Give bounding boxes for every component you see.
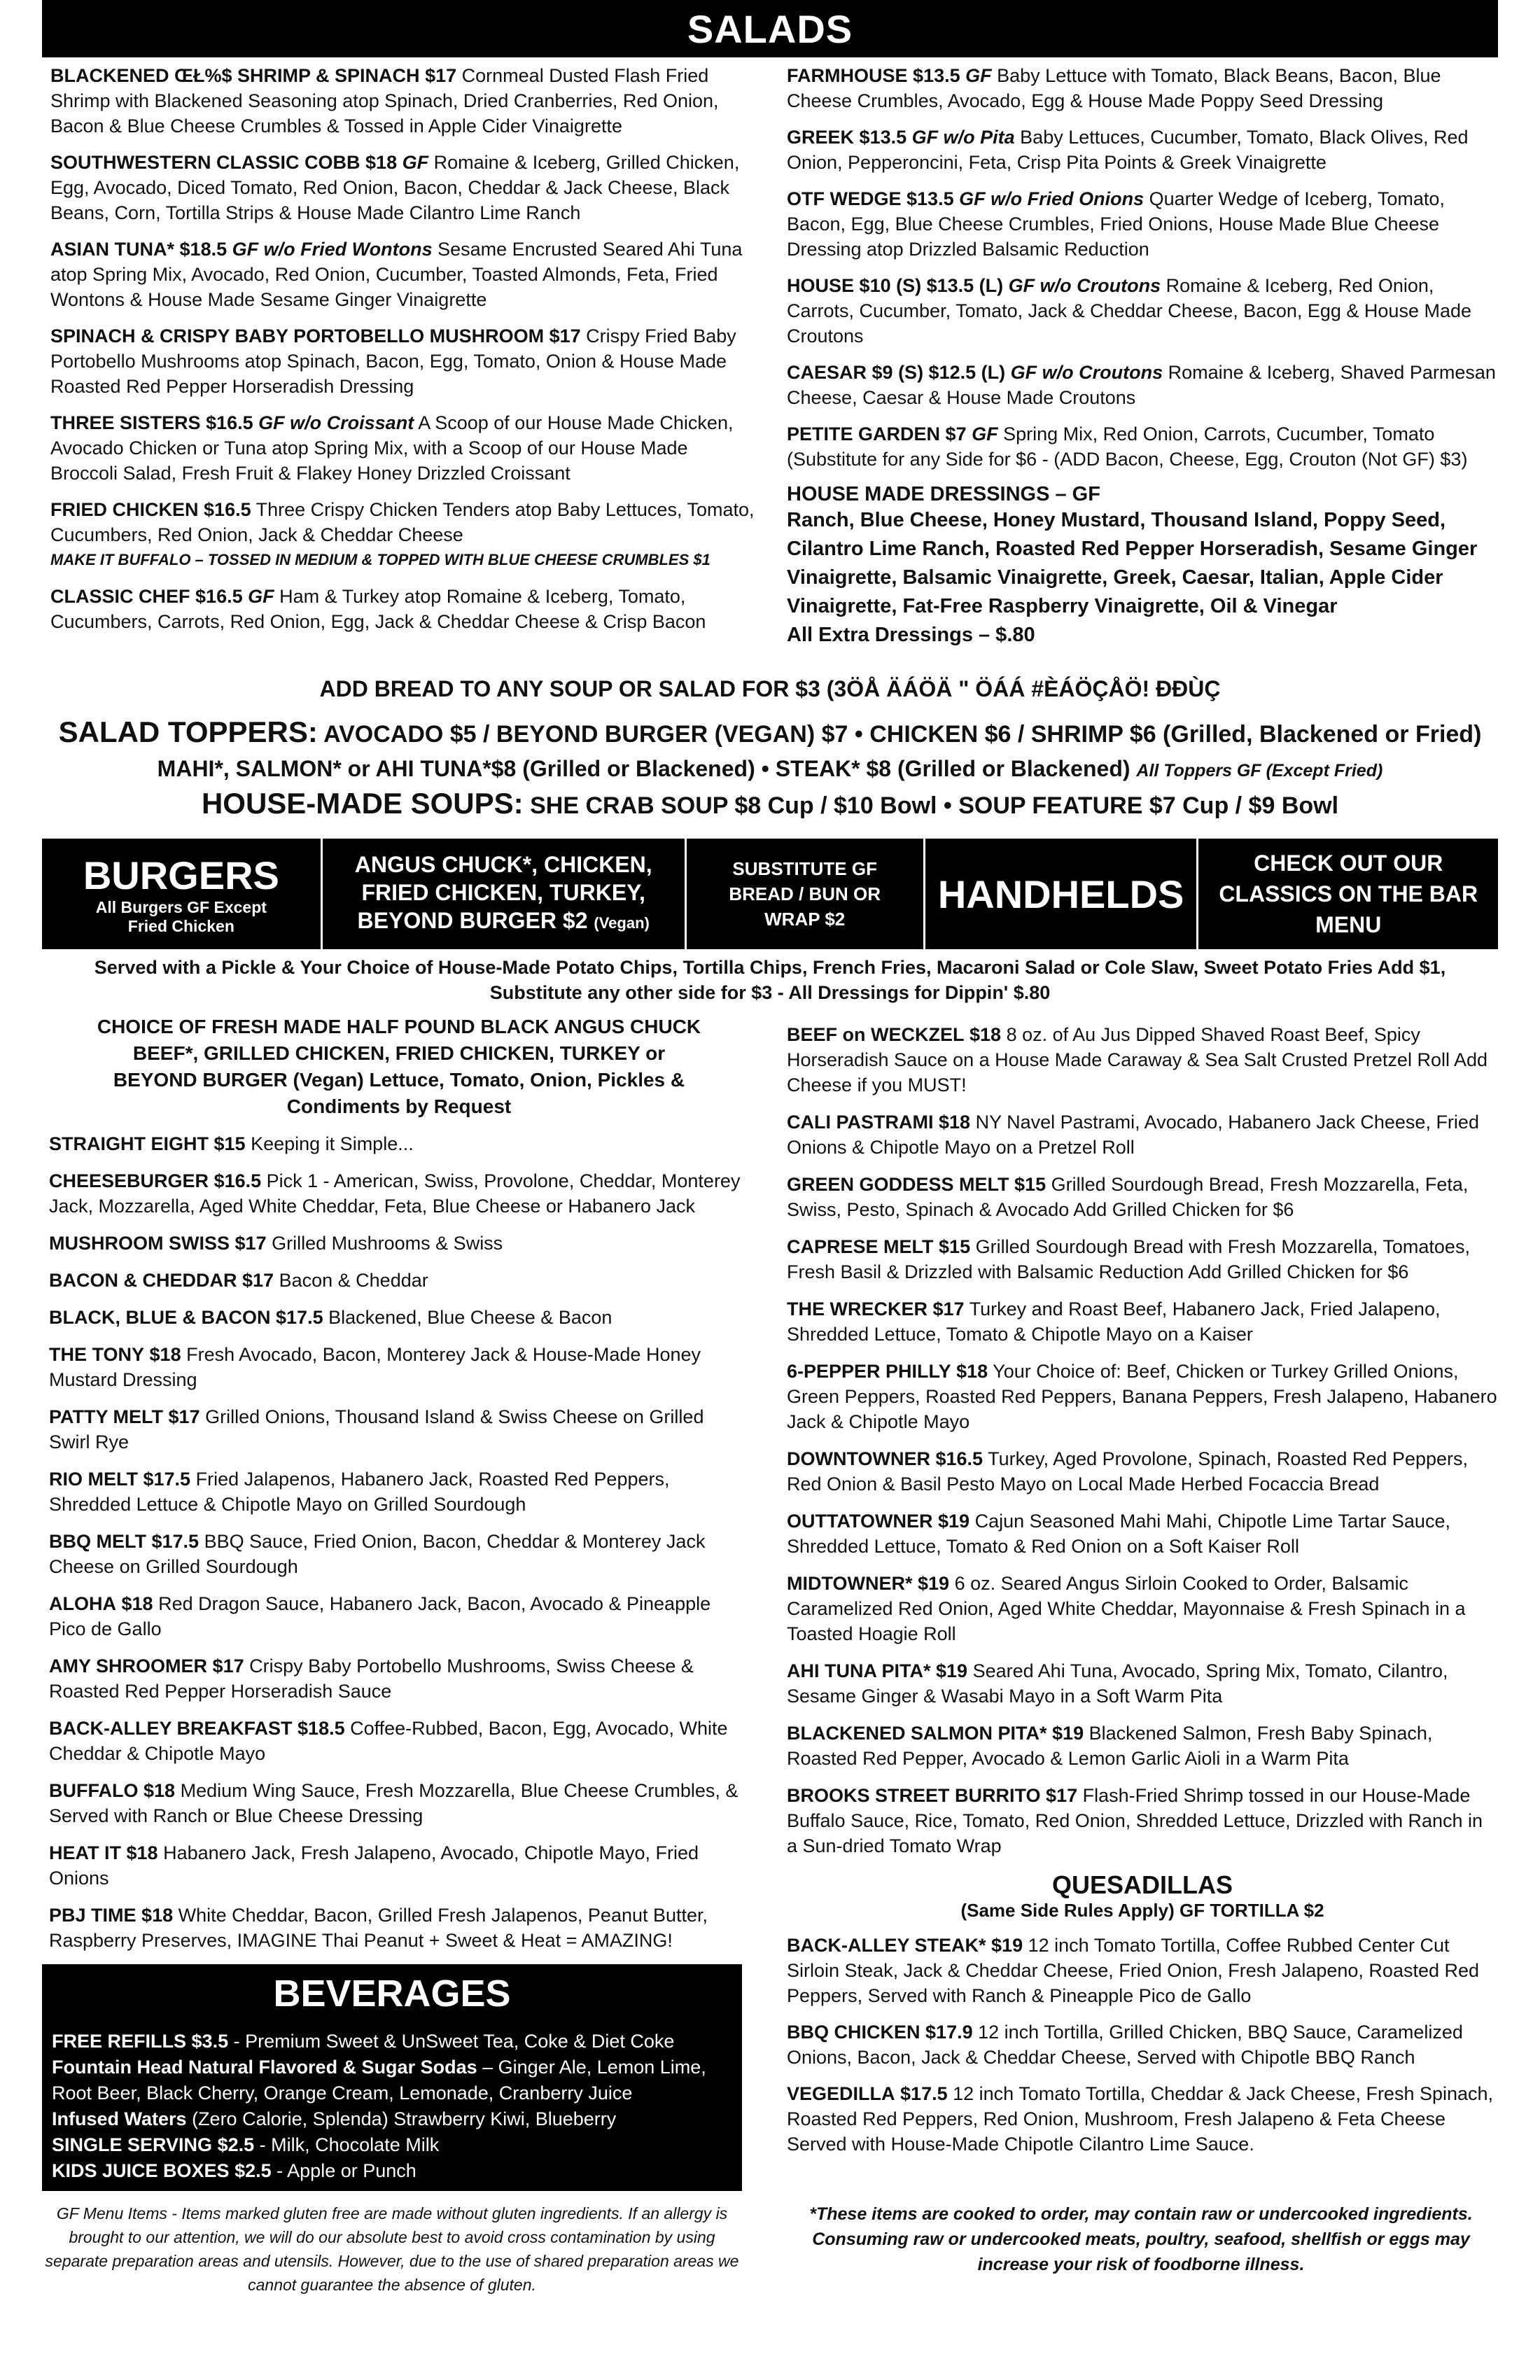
item-price: $16.5 <box>206 412 253 433</box>
beverages-list <box>42 2023 742 2191</box>
quesadillas-subtitle: (Same Side Rules Apply) GF TORTILLA $2 <box>960 1900 1324 1921</box>
item-desc: BBQ Sauce, Fried Onion, Bacon, Cheddar & Monterey Jack Cheese on Grilled Sourdough <box>49 1531 706 1577</box>
beverage-desc: - Apple or Punch <box>276 2160 416 2181</box>
item-name: BACK-ALLEY BREAKFAST <box>49 1718 293 1739</box>
item-tag: GF w/o Croutons <box>1008 275 1161 296</box>
item-name: CALI PASTRAMI <box>787 1112 934 1133</box>
item-desc: Romaine & Iceberg, Shaved Parmesan Cheese, Caesar & House Made Croutons <box>787 362 1496 408</box>
item-name: AHI TUNA PITA* <box>787 1660 931 1681</box>
classics-text: CHECK OUT OUR CLASSICS ON THE BAR MENU <box>1219 850 1478 937</box>
menu-item <box>49 1168 749 1219</box>
menu-item <box>50 323 757 399</box>
menu-item <box>787 421 1498 472</box>
item-name: BACON & CHEDDAR <box>49 1270 237 1291</box>
menu-item <box>50 237 757 312</box>
menu-item <box>787 63 1498 113</box>
item-desc: Red Dragon Sauce, Habanero Jack, Bacon, Avocado & Pineapple Pico de Gallo <box>49 1593 711 1639</box>
item-name: CAESAR <box>787 362 867 383</box>
beverage-name: FREE REFILLS <box>52 2031 187 2052</box>
burgers-subtitle: All Burgers GF Except Fried Chicken <box>95 897 267 935</box>
item-desc: 12 inch Tortilla, Grilled Chicken, BBQ Sauce, Caramelized Onions, Bacon, Jack & Cheddar Cheese, Served with Chipotle BBQ Ranch <box>787 2022 1463 2068</box>
item-price: $17 <box>1046 1785 1078 1806</box>
menu-item <box>49 1404 749 1455</box>
item-name: BLACKENED SALMON PITA* <box>787 1723 1047 1744</box>
substitute-text: SUBSTITUTE GF BREAD / BUN OR WRAP $2 <box>729 858 881 930</box>
item-desc: NY Navel Pastrami, Avocado, Habanero Jack Cheese, Fried Onions & Chipotle Mayo on a Pretzel Roll <box>787 1112 1479 1158</box>
item-desc: Quarter Wedge of Iceberg, Tomato, Bacon, Egg, Blue Cheese Crumbles, Fried Onions, House Made Blue Cheese Dressing atop Drizzled Balsamic Reduction <box>787 188 1445 260</box>
burgers-column <box>49 1014 749 1965</box>
item-desc: 8 oz. of Au Jus Dipped Shaved Roast Beef, Spicy Horseradish Sauce on a House Made Caraway & Sea Salt Crusted Pretzel Roll Add Cheese if you MUST! <box>787 1024 1488 1096</box>
item-desc: 12 inch Tomato Tortilla, Coffee Rubbed Center Cut Sirloin Steak, Jack & Cheddar Cheese, Fried Onion, Fresh Jalapeno, Roasted Red Peppers, Served with Ranch & Pineapple Pico de Gallo <box>787 1935 1480 2006</box>
item-name: ASIAN TUNA* <box>50 239 175 260</box>
beverage-name: SINGLE SERVING <box>52 2134 213 2155</box>
item-name: PATTY MELT <box>49 1406 163 1427</box>
item-desc: Baby Lettuce with Tomato, Black Beans, Bacon, Blue Cheese Crumbles, Avocado, Egg & House Made Poppy Seed Dressing <box>787 65 1441 111</box>
extra-dressings: All Extra Dressings – $.80 <box>787 624 1035 646</box>
toppers-label: SALAD TOPPERS: <box>58 715 318 748</box>
item-desc: 12 inch Tomato Tortilla, Cheddar & Jack Cheese, Fresh Spinach, Roasted Red Peppers, Red Onion, Mushroom, Fresh Jalapeno & Feta Cheese Served with House-Made Chipotle Cilantro Lime Sauce. <box>787 2083 1494 2155</box>
soups-label: HOUSE-MADE SOUPS: <box>201 787 524 820</box>
item-name: THREE SISTERS <box>50 412 201 433</box>
item-name: GREEK <box>787 127 855 148</box>
handhelds-column <box>787 1022 1498 2168</box>
soups-text: SHE CRAB SOUP $8 Cup / $10 Bowl • SOUP FEATURE $7 Cup / $9 Bowl <box>530 792 1339 819</box>
item-price: $15 <box>214 1133 246 1154</box>
angus-sub: (Vegan) <box>594 914 650 932</box>
item-price: $18 <box>939 1112 971 1133</box>
item-desc: Your Choice of: Beef, Chicken or Turkey Grilled Onions, Green Peppers, Roasted Red Peppers, Banana Peppers, Fresh Jalapeno, Habanero Jack & Chipotle Mayo <box>787 1361 1497 1432</box>
item-price: $18 <box>141 1905 174 1926</box>
item-desc: Medium Wing Sauce, Fresh Mozzarella, Blue Cheese Crumbles, & Served with Ranch or Blue Cheese Dressing <box>49 1780 738 1826</box>
menu-item <box>787 1110 1498 1160</box>
item-desc: Cornmeal Dusted Flash Fried Shrimp with Blackened Seasoning atop Spinach, Dried Cranberries, Red Onion, Bacon & Blue Cheese Crumbles & Tossed in Apple Cider Vinaigrette <box>50 65 719 136</box>
item-desc: Ham & Turkey atop Romaine & Iceberg, Tomato, Cucumbers, Carrots, Red Onion, Egg, Jack & Cheddar Cheese & Crisp Bacon <box>50 586 706 632</box>
item-price: $18 <box>149 1344 181 1365</box>
item-price: $10 (S) $13.5 (L) <box>859 275 1004 296</box>
item-price: $18.5 <box>298 1718 345 1739</box>
served-line: Served with a Pickle & Your Choice of House-Made Potato Chips, Tortilla Chips, French Fries, Macaroni Salad or Cole Slaw, Sweet Potato Fries Add $1, Substitute any other side for $3 - All Dressings for Dippin' $.80 <box>94 957 1446 1003</box>
menu-item <box>49 1778 749 1828</box>
item-price: $18 <box>365 152 398 173</box>
item-tag: GF <box>965 65 992 86</box>
item-desc: Bacon & Cheddar <box>279 1270 428 1291</box>
item-desc: Grilled Onions, Thousand Island & Swiss Cheese on Grilled Swirl Rye <box>49 1406 704 1452</box>
menu-item <box>49 1305 749 1330</box>
menu-item <box>49 1653 749 1704</box>
beverage-name: Fountain Head Natural Flavored & Sugar Sodas <box>52 2057 477 2078</box>
item-desc: Baby Lettuces, Cucumber, Tomato, Black Olives, Red Onion, Pepperoncini, Feta, Crisp Pita Points & Greek Vinaigrette <box>787 127 1469 173</box>
item-name: PBJ TIME <box>49 1905 136 1926</box>
burgers-handhelds-band <box>42 839 1498 949</box>
item-name: BBQ MELT <box>49 1531 146 1552</box>
item-desc: Fresh Avocado, Bacon, Monterey Jack & House-Made Honey Mustard Dressing <box>49 1344 701 1390</box>
item-name: BLACKENED ŒŁ%$ SHRIMP & SPINACH <box>50 65 420 86</box>
item-price: $19 <box>1052 1723 1084 1744</box>
item-desc: Cajun Seasoned Mahi Mahi, Chipotle Lime Tartar Sauce, Shredded Lettuce, Tomato & Red Onion on a Soft Kaiser Roll <box>787 1511 1450 1557</box>
item-tag: GF w/o Pita <box>911 127 1015 148</box>
menu-item <box>49 1903 749 1953</box>
item-desc: Romaine & Iceberg, Grilled Chicken, Egg, Avocado, Diced Tomato, Red Onion, Bacon, Cheddar & Jack Cheese, Black Beans, Corn, Tortilla Strips & House Made Cilantro Lime Ranch <box>50 152 740 223</box>
item-desc: Seared Ahi Tuna, Avocado, Spring Mix, Tomato, Cilantro, Sesame Ginger & Wasabi Mayo in a Soft Warm Pita <box>787 1660 1448 1707</box>
menu-item <box>49 1131 749 1156</box>
item-price: $16.5 <box>195 586 243 607</box>
dressings-title: HOUSE MADE DRESSINGS – GF <box>787 483 1100 505</box>
item-price: $18 <box>956 1361 988 1382</box>
item-price: $17 <box>932 1298 965 1320</box>
item-name: MIDTOWNER* <box>787 1573 913 1594</box>
bread-line: ADD BREAD TO ANY SOUP OR SALAD FOR $3 (3ÖÅ ÄÁÖÄ " ÖÁÁ #ÈÁÖÇÅÖ! ÐÐÙÇ <box>319 676 1221 701</box>
menu-item <box>787 186 1498 262</box>
menu-item <box>49 1466 749 1517</box>
beverage-item <box>52 2158 732 2184</box>
menu-item <box>50 584 757 634</box>
toppers-note: All Toppers GF (Except Fried) <box>1136 761 1383 780</box>
item-price: $19 <box>938 1511 970 1532</box>
item-price: $17 <box>212 1656 244 1676</box>
menu-item <box>787 1658 1498 1709</box>
beverage-price: $3.5 <box>191 2031 229 2052</box>
menu-item <box>50 150 757 225</box>
angus-header <box>323 839 687 949</box>
item-price: $17.9 <box>925 2022 973 2043</box>
item-desc: Turkey, Aged Provolone, Spinach, Roasted Red Peppers, Red Onion & Basil Pesto Mayo on Local Made Herbed Focaccia Bread <box>787 1448 1468 1494</box>
item-name: THE WRECKER <box>787 1298 927 1320</box>
menu-item <box>787 1234 1498 1284</box>
item-name: BACK-ALLEY STEAK* <box>787 1935 986 1956</box>
item-price: $13.5 <box>906 188 954 209</box>
menu-item <box>49 1840 749 1891</box>
item-price: $18 <box>126 1842 158 1863</box>
salads-title: SALADS <box>42 0 1498 57</box>
item-name: GREEN GODDESS MELT <box>787 1174 1009 1195</box>
beverage-desc: – Ginger Ale, Lemon Lime, Root Beer, Black Cherry, Orange Cream, Lemonade, Cranberry Juice <box>52 2057 706 2104</box>
menu-item <box>787 1721 1498 1771</box>
item-desc: 6 oz. Seared Angus Sirloin Cooked to Order, Balsamic Caramelized Red Onion, Aged White Cheddar, Mayonnaise & Fresh Spinach in a Toasted Hoagie Roll <box>787 1573 1466 1644</box>
item-price: $9 (S) $12.5 (L) <box>872 362 1006 383</box>
salads-left-column <box>50 63 757 645</box>
item-name: SPINACH & CRISPY BABY PORTOBELLO MUSHROOM <box>50 326 545 346</box>
item-name: STRAIGHT EIGHT <box>49 1133 209 1154</box>
item-price: $17.5 <box>151 1531 200 1552</box>
menu-item <box>49 1591 749 1642</box>
beverages-title: BEVERAGES <box>42 1964 742 2023</box>
burgers-title: BURGERS <box>83 853 279 897</box>
item-name: HEAT IT <box>49 1842 121 1863</box>
item-tag: GF w/o Fried Onions <box>959 188 1144 209</box>
beverage-item <box>52 2132 732 2158</box>
item-price: $17.5 <box>143 1469 191 1490</box>
soups-line <box>42 787 1498 820</box>
item-name: CLASSIC CHEF <box>50 586 190 607</box>
item-desc: Turkey and Roast Beef, Habanero Jack, Fried Jalapeno, Shredded Lettuce, Tomato & Chipotle Mayo on a Kaiser <box>787 1298 1441 1345</box>
beverage-price: $2.5 <box>217 2134 255 2155</box>
item-price: $18 <box>969 1024 1002 1045</box>
item-desc: Blackened, Blue Cheese & Bacon <box>328 1307 612 1328</box>
item-name: PETITE GARDEN <box>787 424 941 444</box>
menu-item <box>49 1716 749 1766</box>
handhelds-header <box>925 839 1199 949</box>
item-price: $16.5 <box>214 1170 262 1191</box>
item-name: BEEF on WECKZEL <box>787 1024 965 1045</box>
item-desc: Blackened Salmon, Fresh Baby Spinach, Roasted Red Pepper, Avocado & Lemon Garlic Aioli in a Warm Pita <box>787 1723 1433 1769</box>
gf-note: GF Menu Items - Items marked gluten free are made without gluten ingredients. If an allergy is brought to our attention, we will do our absolute best to avoid cross contamination by using separate preparation areas and utensils. However, due to the use of shared preparation areas we cannot guarantee the absence of gluten. <box>45 2204 739 2294</box>
item-desc: Fried Jalapenos, Habanero Jack, Roasted Red Peppers, Shredded Lettuce & Chipotle Mayo on Grilled Sourdough <box>49 1469 670 1515</box>
menu-item <box>787 1783 1498 1858</box>
item-price: $17.5 <box>900 2083 948 2104</box>
item-name: DOWNTOWNER <box>787 1448 930 1469</box>
item-desc: Grilled Sourdough Bread with Fresh Mozzarella, Tomatoes, Fresh Basil & Drizzled with Balsamic Reduction Add Grilled Chicken for $6 <box>787 1236 1470 1282</box>
menu-item <box>787 2019 1498 2070</box>
beverage-name: Infused Waters <box>52 2108 187 2129</box>
item-desc: White Cheddar, Bacon, Grilled Fresh Jalapenos, Peanut Butter, Raspberry Preserves, IMAGINE Thai Peanut + Sweet & Heat = AMAZING! <box>49 1905 708 1951</box>
item-name: BROOKS STREET BURRITO <box>787 1785 1041 1806</box>
toppers-line2: MAHI*, SALMON* or AHI TUNA*$8 (Grilled or Blackened) • STEAK* $8 (Grilled or Blackened) <box>157 756 1130 781</box>
item-name: CHEESEBURGER <box>49 1170 209 1191</box>
beverage-desc: - Milk, Chocolate Milk <box>259 2134 440 2155</box>
item-price: $19 <box>991 1935 1023 1956</box>
item-tag: GF w/o Croutons <box>1010 362 1163 383</box>
warning-note: *These items are cooked to order, may contain raw or undercooked ingredients. Consuming raw or undercooked meats, poultry, seafood, shellfish or eggs may increase your risk of foodborne illness. <box>809 2204 1473 2274</box>
item-price: $13.5 <box>859 127 907 148</box>
item-desc: Grilled Mushrooms & Swiss <box>272 1233 503 1254</box>
item-name: BUFFALO <box>49 1780 139 1801</box>
item-name: THE TONY <box>49 1344 145 1365</box>
beverage-item <box>52 2029 732 2054</box>
menu-item <box>49 1231 749 1256</box>
item-name: OUTTATOWNER <box>787 1511 933 1532</box>
item-price: $7 <box>945 424 967 444</box>
item-tag: GF w/o Fried Wontons <box>232 239 433 260</box>
item-price: $19 <box>936 1660 968 1681</box>
burgers-header <box>42 839 323 949</box>
item-name: SOUTHWESTERN CLASSIC COBB <box>50 152 360 173</box>
item-desc: Flash-Fried Shrimp tossed in our House-Made Buffalo Sauce, Rice, Tomato, Red Onion, Shredded Lettuce, Drizzled with Ranch in a Sun-dried Tomato Wrap <box>787 1785 1483 1856</box>
dressings-list: Ranch, Blue Cheese, Honey Mustard, Thousand Island, Poppy Seed, Cilantro Lime Ranch, Roasted Red Pepper Horseradish, Sesame Ginger Vinaigrette, Balsamic Vinaigrette, Greek, Caesar, Italian, Apple Cider Vinaigrette, Fat-Free Raspberry Vinaigrette, Oil & Vinegar <box>787 509 1478 617</box>
item-price: $15 <box>939 1236 971 1257</box>
item-desc: Spring Mix, Red Onion, Carrots, Cucumber, Tomato (Substitute for any Side for $6 - (ADD Bacon, Cheese, Egg, Crouton (Not GF) $3) <box>787 424 1468 470</box>
menu-item <box>787 1022 1498 1098</box>
item-desc: Pick 1 - American, Swiss, Provolone, Cheddar, Monterey Jack, Mozzarella, Aged White Cheddar, Feta, Blue Cheese or Habanero Jack <box>49 1170 741 1217</box>
menu-item <box>50 410 757 486</box>
toppers-line1: AVOCADO $5 / BEYOND BURGER (VEGAN) $7 • CHICKEN $6 / SHRIMP $6 (Grilled, Blackened or Fried) <box>323 721 1482 748</box>
item-desc: Grilled Sourdough Bread, Fresh Mozzarella, Feta, Swiss, Pesto, Spinach & Avocado Add Grilled Chicken for $6 <box>787 1174 1469 1220</box>
menu-item <box>787 360 1498 410</box>
item-price: $16.5 <box>204 499 251 520</box>
classics-header <box>1198 839 1498 949</box>
substitute-header <box>687 839 925 949</box>
item-price: $17.5 <box>276 1307 323 1328</box>
quesadillas-title: QUESADILLAS <box>1051 1870 1233 1899</box>
item-desc: Habanero Jack, Fresh Jalapeno, Avocado, Chipotle Mayo, Fried Onions <box>49 1842 699 1889</box>
menu-item <box>787 273 1498 349</box>
menu-item <box>787 1359 1498 1434</box>
item-name: FRIED CHICKEN <box>50 499 199 520</box>
salad-toppers-line1 <box>42 715 1498 749</box>
menu-item <box>49 1529 749 1579</box>
item-tag: GF <box>248 586 274 607</box>
item-price: $18.5 <box>179 239 227 260</box>
item-desc: Crispy Baby Portobello Mushrooms, Swiss Cheese & Roasted Red Pepper Horseradish Sauce <box>49 1656 694 1702</box>
item-name: BLACK, BLUE & BACON <box>49 1307 271 1328</box>
item-desc: Keeping it Simple... <box>251 1133 414 1154</box>
item-name: HOUSE <box>787 275 855 296</box>
item-name: 6-PEPPER PHILLY <box>787 1361 951 1382</box>
handhelds-title: HANDHELDS <box>937 872 1184 916</box>
salads-right-column <box>787 63 1498 650</box>
item-note: MAKE IT BUFFALO – TOSSED IN MEDIUM & TOPPED WITH BLUE CHEESE CRUMBLES $1 <box>50 551 710 568</box>
burgers-choice-heading: CHOICE OF FRESH MADE HALF POUND BLACK ANGUS CHUCK BEEF*, GRILLED CHICKEN, FRIED CHICKEN, TURKEY or BEYOND BURGER (Vegan) Lettuce, Tomato, Onion, Pickles & Condiments by Request <box>97 1016 701 1117</box>
beverage-item <box>52 2054 732 2106</box>
salad-toppers-line2 <box>42 756 1498 782</box>
item-desc: A Scoop of our House Made Chicken, Avocado Chicken or Tuna atop Spring Mix, with a Scoop of our House Made Broccoli Salad, Fresh Fruit & Flakey Honey Drizzled Croissant <box>50 412 734 484</box>
beverage-desc: (Zero Calorie, Splenda) Strawberry Kiwi, Blueberry <box>192 2108 617 2129</box>
item-name: BBQ CHICKEN <box>787 2022 920 2043</box>
item-price: $16.5 <box>935 1448 983 1469</box>
item-tag: GF <box>972 424 998 444</box>
item-desc: Coffee-Rubbed, Bacon, Egg, Avocado, White Cheddar & Chipotle Mayo <box>49 1718 728 1764</box>
item-price: $17 <box>549 326 581 346</box>
menu-item <box>50 497 757 573</box>
item-price: $18 <box>121 1593 153 1614</box>
item-desc: Romaine & Iceberg, Red Onion, Carrots, Cucumber, Tomato, Jack & Cheddar Cheese, Bacon, Egg & House Made Croutons <box>787 275 1471 346</box>
menu-item <box>787 1296 1498 1347</box>
menu-item <box>787 1446 1498 1497</box>
item-name: RIO MELT <box>49 1469 138 1490</box>
item-name: ALOHA <box>49 1593 116 1614</box>
item-desc: Sesame Encrusted Seared Ahi Tuna atop Spring Mix, Avocado, Red Onion, Cucumber, Toasted Almonds, Feta, Fried Wontons & House Made Sesame Ginger Vinaigrette <box>50 239 743 310</box>
item-name: FARMHOUSE <box>787 65 908 86</box>
item-name: OTF WEDGE <box>787 188 902 209</box>
menu-item <box>787 125 1498 175</box>
item-name: AMY SHROOMER <box>49 1656 208 1676</box>
beverage-name: KIDS JUICE BOXES <box>52 2160 230 2181</box>
item-tag: GF w/o Croissant <box>258 412 414 433</box>
item-name: CAPRESE MELT <box>787 1236 934 1257</box>
item-price: $15 <box>1014 1174 1046 1195</box>
item-price: $17 <box>425 65 457 86</box>
menu-item <box>787 1571 1498 1646</box>
item-price: $17 <box>168 1406 200 1427</box>
menu-item <box>787 2081 1498 2157</box>
menu-item <box>787 1172 1498 1222</box>
item-desc: Crispy Fried Baby Portobello Mushrooms atop Spinach, Bacon, Egg, Tomato, Onion & House Made Roasted Red Pepper Horseradish Dressing <box>50 326 736 397</box>
item-name: MUSHROOM SWISS <box>49 1233 230 1254</box>
item-price: $17 <box>234 1233 267 1254</box>
menu-item <box>787 1508 1498 1559</box>
item-price: $18 <box>144 1780 176 1801</box>
item-price: $13.5 <box>913 65 960 86</box>
item-name: VEGEDILLA <box>787 2083 895 2104</box>
beverage-item <box>52 2106 732 2132</box>
beverage-price: $2.5 <box>234 2160 272 2181</box>
item-tag: GF <box>402 152 429 173</box>
menu-item <box>50 63 757 139</box>
item-price: $19 <box>918 1573 950 1594</box>
menu-item <box>49 1268 749 1293</box>
item-desc: Three Crispy Chicken Tenders atop Baby Lettuces, Tomato, Cucumbers, Red Onion, Jack & Cheddar Cheese <box>50 499 755 545</box>
beverage-desc: - Premium Sweet & UnSweet Tea, Coke & Diet Coke <box>233 2031 675 2052</box>
menu-item <box>787 1933 1498 2008</box>
item-price: $17 <box>242 1270 274 1291</box>
menu-item <box>49 1342 749 1392</box>
angus-text: ANGUS CHUCK*, CHICKEN, FRIED CHICKEN, TURKEY, BEYOND BURGER $2 <box>354 852 652 933</box>
